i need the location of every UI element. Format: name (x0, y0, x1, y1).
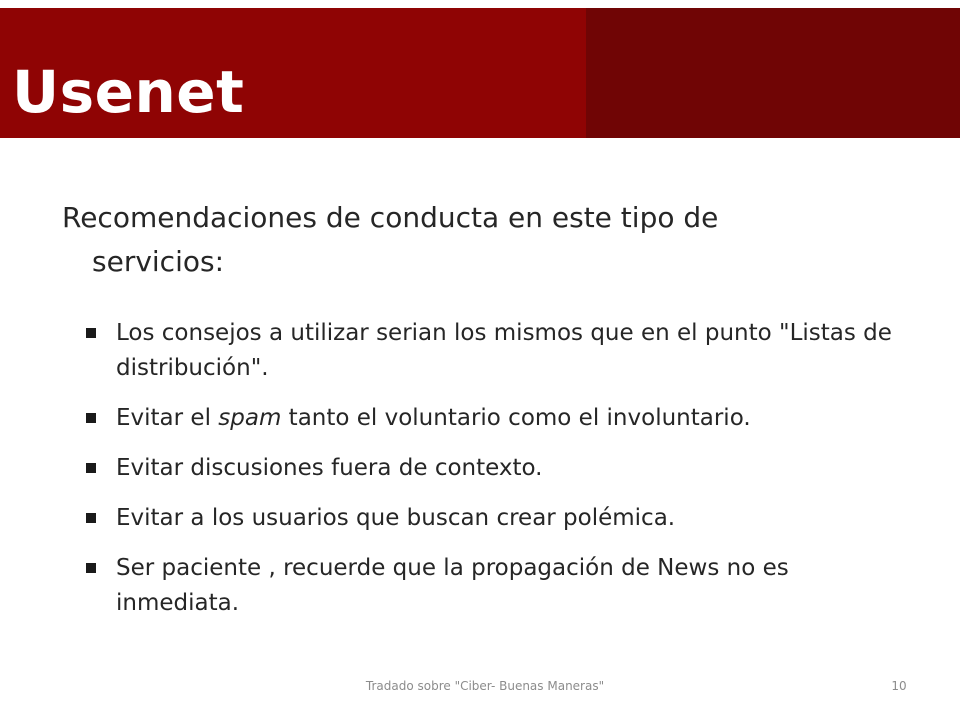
bullet-item (86, 401, 916, 436)
bullet-item (86, 551, 916, 621)
bullet-item (86, 316, 916, 386)
intro-line-2: servicios: (92, 245, 225, 278)
slide-title: Usenet (12, 58, 245, 126)
bullet-text-after: tanto el voluntario como el involuntario. (281, 405, 751, 431)
page-number: 10 (891, 679, 907, 693)
square-bullet-icon (86, 328, 96, 338)
spam-emphasis: spam (218, 405, 282, 431)
intro-line-1: Recomendaciones de conducta en este tipo de (62, 201, 719, 234)
square-bullet-icon (86, 563, 96, 573)
bullet-text (116, 401, 916, 436)
bullet-text-before: Evitar el (116, 405, 219, 431)
square-bullet-icon (86, 413, 96, 423)
bullet-item (86, 501, 916, 536)
bullet-item (86, 451, 916, 486)
square-bullet-icon (86, 463, 96, 473)
square-bullet-icon (86, 513, 96, 523)
intro-paragraph (62, 196, 882, 284)
bullet-list (86, 316, 916, 636)
bullet-text: Ser paciente , recuerde que la propagación de News no es inmediata. (116, 555, 789, 616)
bullet-text: Evitar a los usuarios que buscan crear polémica. (116, 505, 676, 531)
bullet-text: Los consejos a utilizar serian los mismos que en el punto "Listas de distribución". (116, 320, 892, 381)
footer-text: Tradado sobre "Ciber- Buenas Maneras" (365, 679, 605, 693)
title-accent-block (586, 8, 960, 138)
bullet-text: Evitar discusiones fuera de contexto. (116, 455, 543, 481)
